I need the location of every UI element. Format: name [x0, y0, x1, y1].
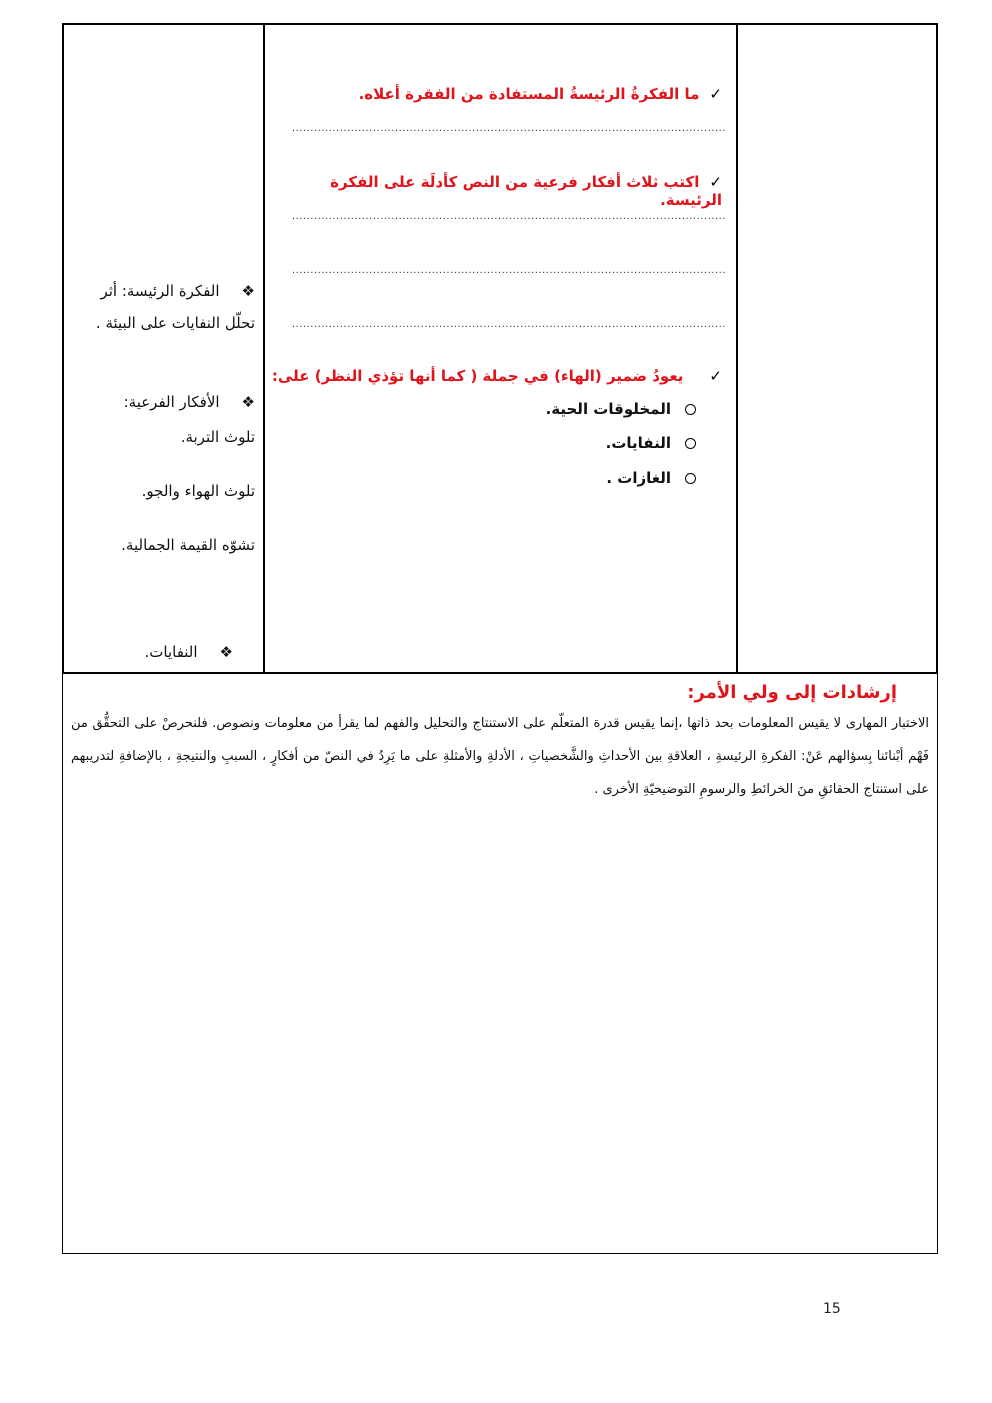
sub-ideas-label — [124, 393, 255, 411]
option[interactable] — [546, 400, 696, 418]
empty-column — [736, 25, 936, 672]
answer-text: النفايات. — [144, 643, 198, 661]
checkmark-icon: ✓ — [709, 85, 722, 103]
checkmark-icon: ✓ — [709, 173, 722, 191]
questions-column — [263, 25, 736, 672]
answer-text: الفكرة الرئيسة: أثر تحلّل النفايات على البيئة . — [95, 282, 255, 332]
diamond-bullet-icon: ❖ — [219, 643, 233, 661]
question-text: يعودُ ضمير (الهاء) في جملة ( كما أنها تؤذي النظر) على: — [271, 367, 684, 385]
diamond-bullet-icon: ❖ — [241, 282, 255, 300]
option[interactable] — [606, 434, 696, 452]
question-text: ما الفكرةُ الرئيسةُ المستفادة من الفقرة أعلاه. — [358, 85, 700, 103]
answers-column — [64, 25, 263, 672]
question-pronoun — [272, 367, 722, 385]
question-main-idea — [359, 85, 722, 103]
diamond-bullet-icon: ❖ — [241, 393, 255, 411]
sub-idea: تلوث الهواء والجو. — [141, 482, 255, 500]
checkmark-icon: ✓ — [709, 367, 722, 385]
guidance-text: الاختبار المهارى لا يقيس المعلومات بحد ذاتها ،إنما يقيس قدرة المتعلّم على الاستنتاج والتحليل والفهم لما يقرأ من معلومات ونصوص. فلنحرصْ على التحقُّق من فَهْم أبْنائنا بِسؤالهم عَنْ: الفكرةِ الرئيسةِ ، العلاقةِ بين الأحداثِ والشَّخصياتِ ، الأدلةِ والأمثلةِ على ما يَرِدُ في النصّ من أفكارٍ ، السببِ والنتيجةِ ، بالإضافةِ لتدريبهم على استنتاج الحقائقِ منَ الخرائطِ والرسومِ التوضيحيّةِ الأخرى . — [71, 716, 929, 797]
answer-line[interactable]: ...................................................................................................................... — [291, 123, 726, 134]
answer-line[interactable]: ...................................................................................................................... — [291, 319, 726, 330]
guidance-title: إرشادات إلى ولي الأمر: — [687, 682, 897, 703]
question-text: اكتب ثلاث أفكار فرعية من النص كأدلَة على الفكرة الرئيسة. — [330, 173, 722, 209]
question-table — [62, 23, 938, 674]
sub-idea: تلوث التربة. — [180, 428, 255, 446]
answer-text: الأفكار الفرعية: — [123, 393, 220, 411]
page-number: 15 — [823, 1301, 841, 1317]
sub-idea: تشوّه القيمة الجمالية. — [121, 536, 255, 554]
question-sub-ideas — [265, 173, 722, 209]
option-label: المخلوقات الحية. — [545, 400, 671, 418]
option-label: النفايات. — [605, 434, 671, 452]
radio-circle-icon[interactable] — [685, 438, 696, 449]
radio-circle-icon[interactable] — [685, 473, 696, 484]
main-idea-answer — [75, 275, 255, 339]
answer-line[interactable]: ...................................................................................................................... — [291, 211, 726, 222]
option[interactable] — [606, 469, 696, 487]
parent-guidance-box — [62, 674, 938, 1254]
option-label: الغازات . — [606, 469, 671, 487]
pronoun-answer — [144, 643, 233, 661]
radio-circle-icon[interactable] — [685, 404, 696, 415]
answer-line[interactable]: ...................................................................................................................... — [291, 265, 726, 276]
